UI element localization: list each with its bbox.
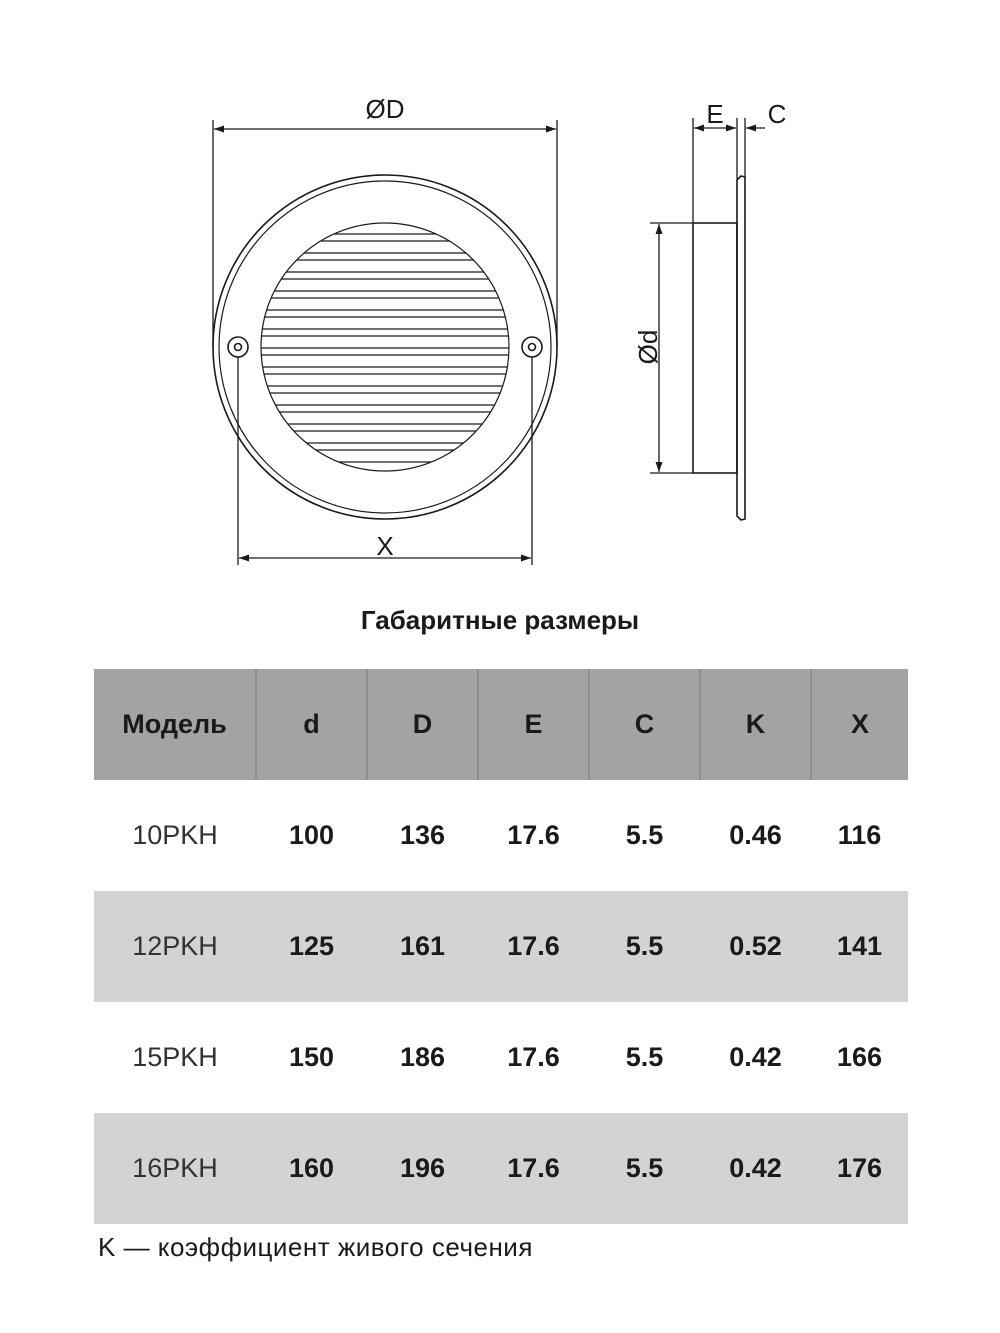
table-header-row	[94, 669, 908, 780]
cell-d: 125	[256, 891, 367, 1002]
dimensions-table	[94, 669, 908, 1224]
header-E: E	[478, 669, 589, 780]
screw-hole-right	[522, 337, 542, 357]
label-hole-distance: X	[376, 531, 394, 561]
footnote: K — коэффициент живого сечения	[98, 1232, 533, 1262]
table-row	[94, 780, 908, 891]
header-X: X	[811, 669, 908, 780]
screw-hole-left	[228, 337, 248, 357]
table-row	[94, 1002, 908, 1113]
cell-K: 0.46	[729, 820, 782, 850]
table-title: Габаритные размеры	[360, 605, 640, 635]
label-inner-diameter: Ød	[633, 329, 663, 365]
label-flange-thickness: C	[767, 99, 787, 129]
dimension-E-C	[693, 118, 765, 223]
cell-model: 10PKH	[132, 820, 218, 850]
cell-E: 17.6	[507, 820, 560, 850]
cell-model: 12PKH	[94, 891, 256, 1002]
cell-K: 0.42	[729, 1042, 782, 1072]
spigot	[693, 223, 737, 473]
header-K: K	[700, 669, 811, 780]
cell-d: 160	[256, 1113, 367, 1224]
table-row	[94, 891, 908, 1002]
header-C: C	[589, 669, 700, 780]
header-D: D	[367, 669, 478, 780]
side-view	[693, 176, 745, 520]
louvre-slats	[250, 222, 520, 462]
technical-drawing	[0, 0, 1000, 600]
cell-C: 5.5	[589, 891, 700, 1002]
table-row	[94, 1113, 908, 1224]
cell-D: 136	[399, 820, 446, 850]
cell-E: 17.6	[507, 1042, 560, 1072]
flange	[737, 176, 745, 520]
cell-K: 0.52	[700, 891, 811, 1002]
cell-C: 5.5	[625, 820, 664, 850]
cell-D: 196	[367, 1113, 478, 1224]
cell-D: 186	[399, 1042, 446, 1072]
cell-X: 176	[811, 1113, 908, 1224]
cell-model: 16PKH	[94, 1113, 256, 1224]
front-view	[213, 175, 557, 519]
cell-d: 100	[288, 820, 335, 850]
cell-K: 0.42	[700, 1113, 811, 1224]
header-model: Модель	[94, 669, 256, 780]
inner-rim	[219, 181, 551, 513]
cell-D: 161	[367, 891, 478, 1002]
cell-model: 15PKH	[132, 1042, 218, 1072]
label-outer-diameter: ØD	[365, 94, 405, 124]
cell-C: 5.5	[589, 1113, 700, 1224]
header-d: d	[256, 669, 367, 780]
cell-C: 5.5	[625, 1042, 664, 1072]
outer-rim	[213, 175, 557, 519]
cell-E: 17.6	[478, 891, 589, 1002]
cell-E: 17.6	[478, 1113, 589, 1224]
cell-X: 141	[811, 891, 908, 1002]
label-spigot-length: E	[706, 99, 724, 129]
cell-X: 166	[836, 1042, 883, 1072]
cell-X: 116	[837, 820, 882, 850]
cell-d: 150	[288, 1042, 335, 1072]
